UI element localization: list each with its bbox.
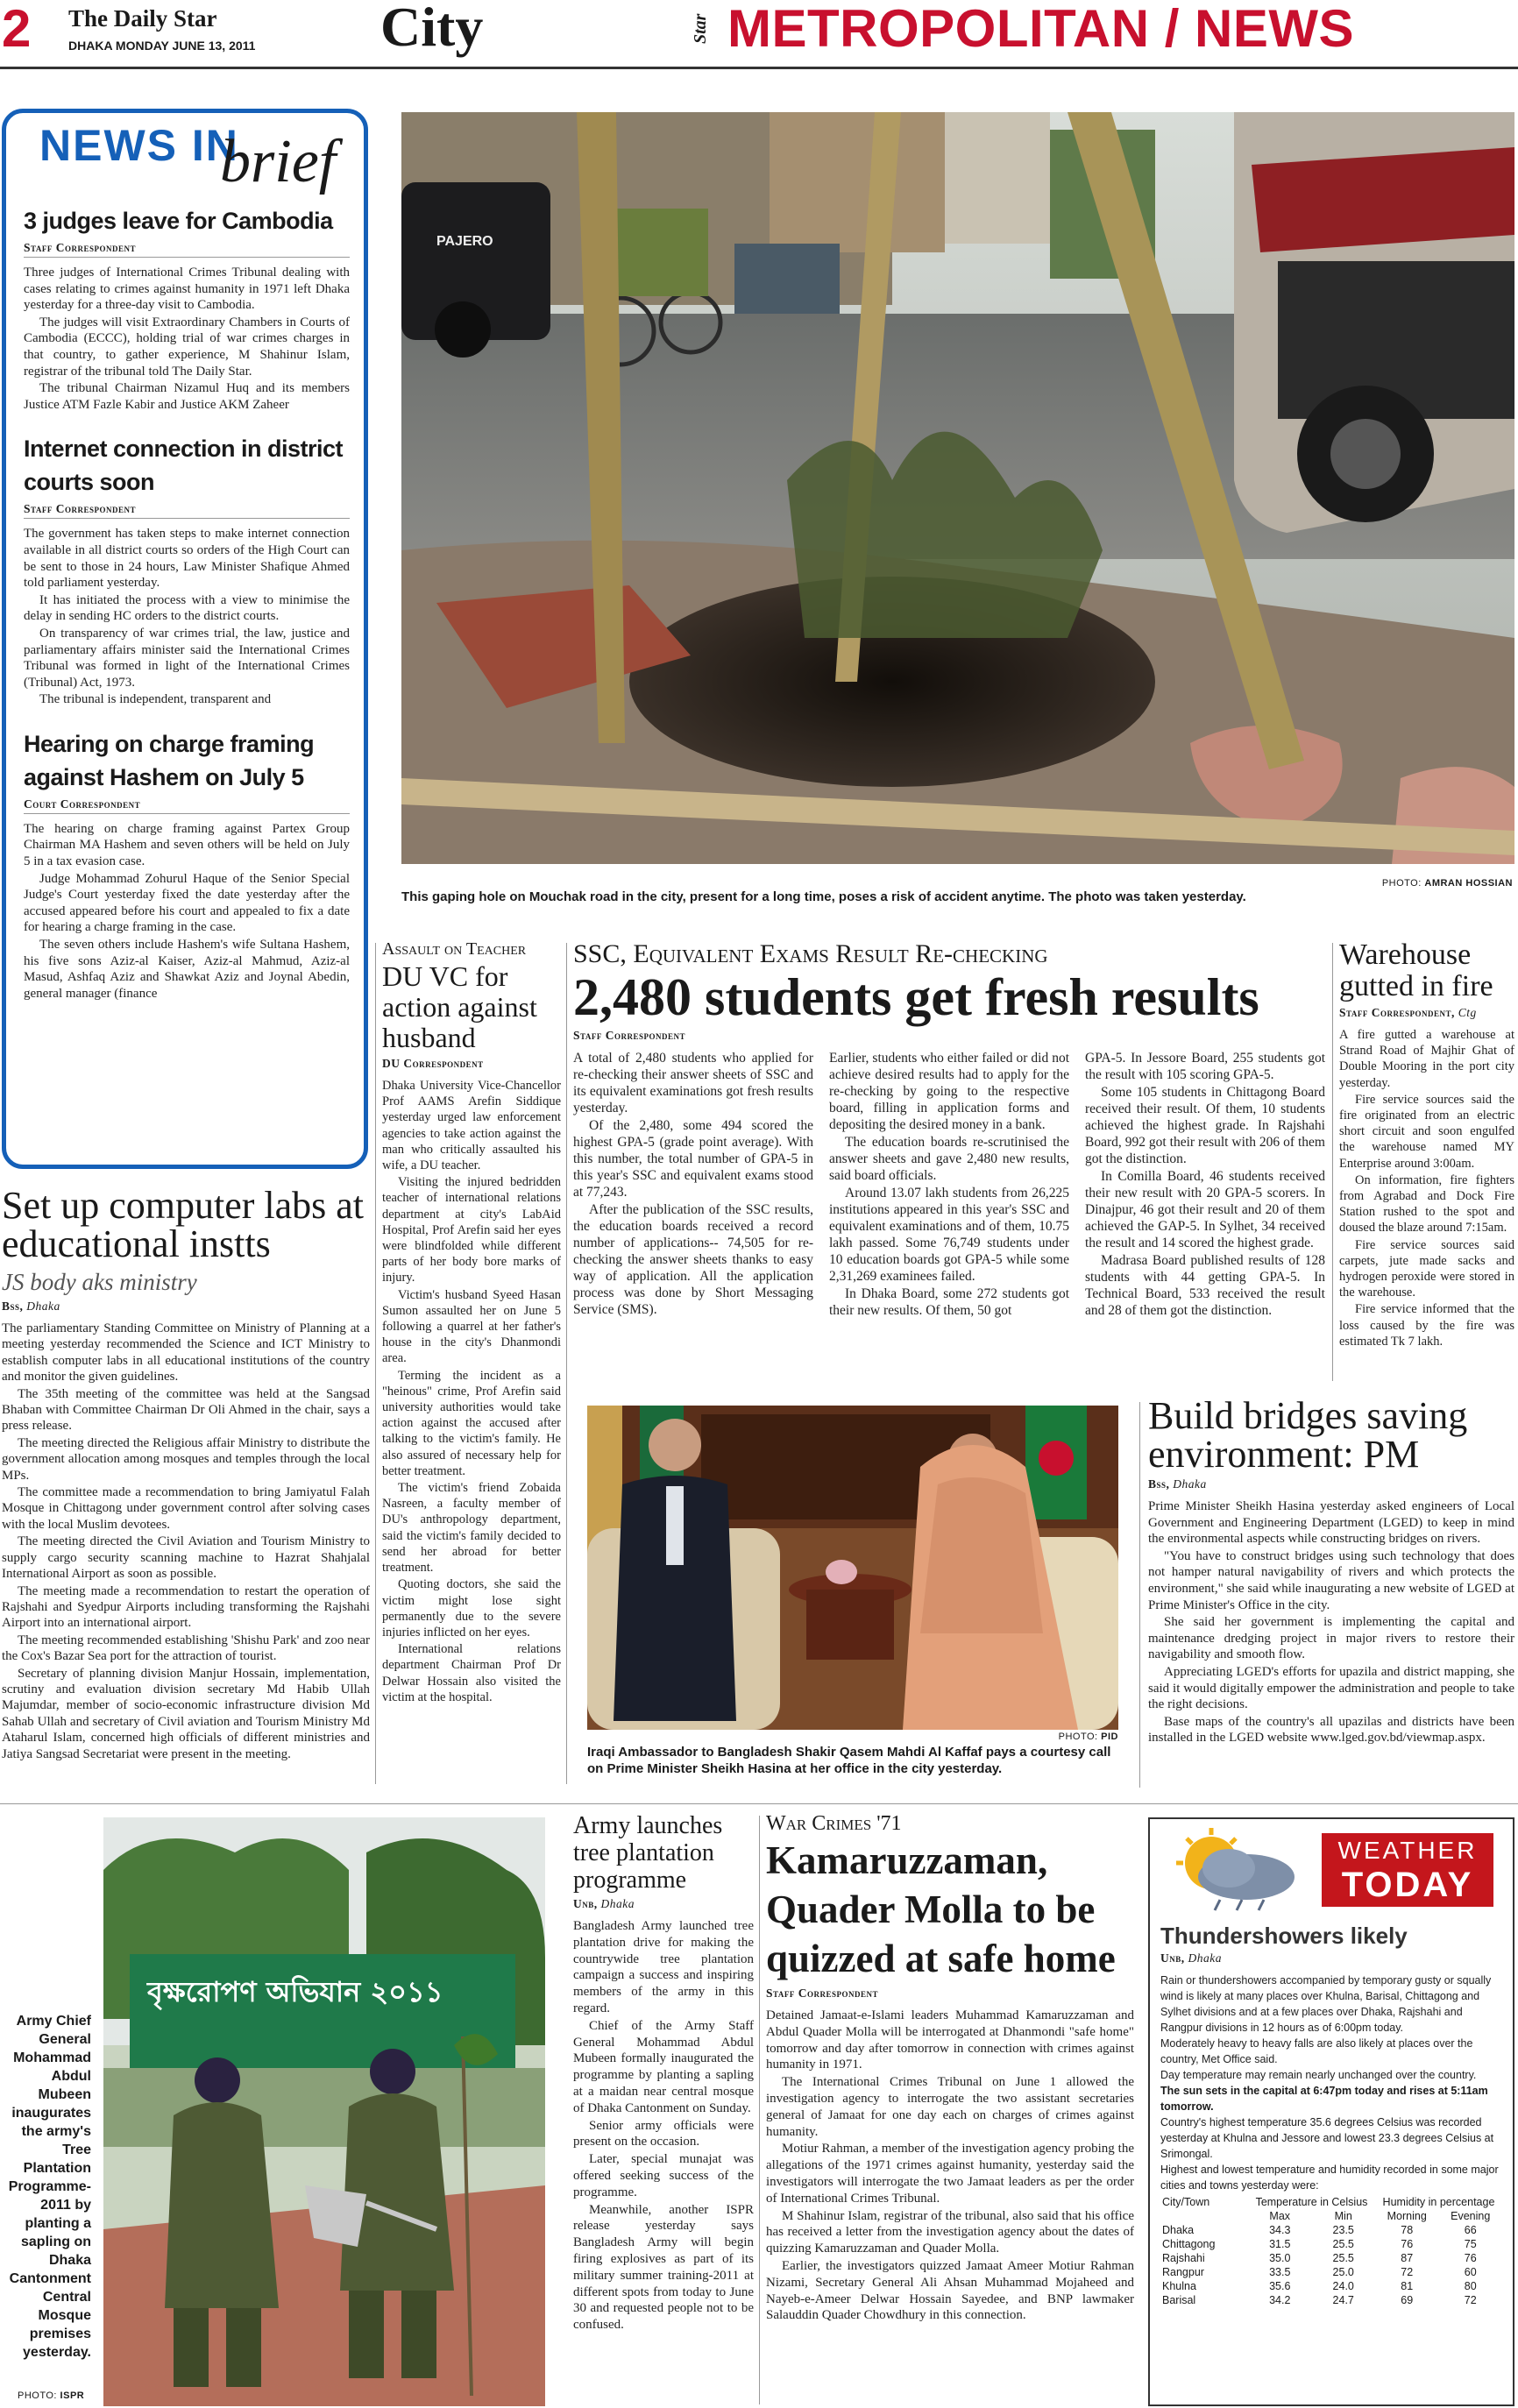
paragraph: The meeting directed the Civil Aviation and Tourism Ministry to supply cargo security scanning machine to Hazrat Shahjalal International Airport as soon as possible. — [2, 1534, 370, 1582]
du-vc-kicker: Assault on Teacher — [382, 939, 527, 959]
brief-headline: Internet connection in district courts soon — [24, 436, 344, 496]
paragraph: The seven others include Hashem's wife Sultana Hashem, his five sons Aziz-al Kaiser, Aziz-al Mahmud, Aziz-al Masud, Ashfaq Aziz and Shawkat Aziz and Joynal Abedin, general manager (finance — [24, 938, 350, 1001]
paragraph: Prime Minister Sheikh Hasina yesterday asked engineers of Local Government and Engineering Department (LGED) to keep in mind the environmental aspects while constructing bridges on rivers. — [1148, 1499, 1514, 1547]
brief-body — [24, 265, 350, 413]
star-mark-icon: Star — [691, 13, 710, 44]
news-in-brief-box — [2, 109, 368, 1169]
weather-title-box — [1322, 1833, 1493, 1907]
weather-col-max: Max — [1269, 2210, 1291, 2222]
army-photo-caption: Army Chief General Mohammad Abdul Mubeen inaugurates the army's Tree Plantation Programme-2011 by planting a sapling on Dhaka Cantonment Central Mosque premises yesterday. — [8, 2014, 91, 2360]
weather-box — [1148, 1817, 1514, 2406]
divider — [759, 1816, 760, 2404]
open-manhole-photo — [401, 112, 1514, 864]
paragraph: The meeting directed the Religious affair Ministry to distribute the government allocation among mosques and temples through the local MPs. — [2, 1435, 370, 1483]
masthead-rule — [0, 67, 1518, 69]
warehouse-body — [1339, 1027, 1514, 1349]
paragraph: Motiur Rahman, a member of the investigation agency probing the allegations of the 1971 crimes against humanity, yesterday said the investigators will interrogate the two Jamaat leaders as per the order of International Crimes Tribunal. — [766, 2142, 1134, 2206]
pm-photo — [587, 1406, 1118, 1730]
paragraph: On information, fire fighters from Agrabad and Dock Fire Station rushed to the spot and doused the blaze around 7:15am. — [1339, 1172, 1514, 1236]
weather-cell-morning: 81 — [1401, 2280, 1414, 2292]
paragraph: Three judges of International Crimes Tribunal dealing with cases relating to crimes against humanity in 1971 left Dhaka yesterday for a three-day visit to Cambodia. — [24, 266, 350, 313]
paragraph: The government has taken steps to make internet connection available in all district courts so orders of the High Court can be sent to those in 24 hours, Law Minister Shafique Ahmed told parliament yesterday. — [24, 527, 350, 591]
ssc-column-2 — [829, 1050, 1069, 1320]
weather-cell-evening: 66 — [1464, 2224, 1477, 2236]
weather-cell-morning: 87 — [1401, 2252, 1414, 2264]
weather-row — [1160, 2279, 1502, 2293]
paragraph: The hearing on charge framing against Partex Group Chairman MA Hashem and seven others will be held on July 5 in a tax evasion case. — [24, 821, 350, 869]
weather-cell-city: Barisal — [1162, 2294, 1196, 2306]
weather-cell-city: Khulna — [1162, 2280, 1196, 2292]
paragraph: The victim's friend Zobaida Nasreen, a faculty member of DU's anthropology department, said the victim's family decided to send her abroad for better treatment. — [382, 1481, 561, 1576]
war-crimes-byline: Staff Correspondent — [766, 1987, 878, 2000]
war-crimes-headline: Kamaruzzaman, Quader Molla to be quizzed at safe home — [766, 1838, 1116, 1980]
paragraph: After the publication of the SSC results, the education boards received a record number of applications-- 74,505 for re-checking the answer sheets thanks to easy way of application. All the application process was done by Short Messaging Service (SMS). — [573, 1202, 813, 1317]
paragraph: In Comilla Board, 46 students received their new result with 20 GPA-5 scorers. In Dinajpur, 46 got their result and 20 of them achieved the GAP-5. In Sylhet, 34 received the result and 14 scored the highest grade. — [1085, 1169, 1325, 1250]
paragraph: The tribunal Chairman Nizamul Huq and its members Justice ATM Fazle Kabir and Justice AKM Zaheer — [24, 381, 350, 412]
weather-cell-min: 24.0 — [1332, 2280, 1354, 2292]
paragraph: Detained Jamaat-e-Islami leaders Muhammad Kamaruzzaman and Abdul Quader Molla will be interrogated at Dhanmondi "safe home" tomorrow and day after tomorrow in connection with crimes against humanity in 1971. — [766, 2008, 1134, 2072]
brief-headline: Hearing on charge framing against Hashem on July 5 — [24, 730, 315, 790]
paragraph: M Shahinur Islam, registrar of the tribunal, also said that his office has received a letter from the investigation agency about the dates of quizzing Kamaruzzaman and Quader Molla. — [766, 2208, 1134, 2256]
weather-text — [1160, 1972, 1502, 2083]
ssc-column-1 — [573, 1050, 813, 1320]
weather-sun-line: The sun sets in the capital at 6:47pm today and rises at 5:11am tomorrow. — [1160, 2085, 1488, 2113]
bridges-body — [1148, 1498, 1514, 1746]
brief-items — [24, 204, 350, 1002]
brief-byline: Staff Correspondent — [24, 502, 350, 519]
war-crimes-kicker: War Crimes '71 — [766, 1812, 902, 1835]
paragraph: A total of 2,480 students who applied for re-checking their answer sheets of SSC and its equivalent examinations got fresh results yesterday. — [573, 1051, 813, 1115]
army-body — [573, 1918, 754, 2334]
brief-byline: Staff Correspondent — [24, 241, 350, 258]
weather-cell-city: Rajshahi — [1162, 2252, 1205, 2264]
weather-cell-max: 34.2 — [1269, 2294, 1291, 2306]
weather-row — [1160, 2237, 1502, 2251]
sun-cloud-icon — [1159, 1826, 1308, 1914]
weather-cell-max: 34.3 — [1269, 2224, 1291, 2236]
dateline: DHAKA MONDAY JUNE 13, 2011 — [68, 39, 256, 53]
paragraph: The education boards re-scrutinised the answer sheets and gave 2,480 new results, said board officials. — [829, 1135, 1069, 1183]
paragraph: GPA-5. In Jessore Board, 255 students got the result with 105 scoring GPA-5. — [1085, 1051, 1325, 1082]
brief-headline: 3 judges leave for Cambodia — [24, 208, 333, 234]
weather-cell-city: Rangpur — [1162, 2266, 1204, 2278]
computer-labs-story — [2, 1186, 370, 1788]
weather-col-evening: Evening — [1451, 2210, 1491, 2222]
bridges-headline: Build bridges saving environment: PM — [1148, 1397, 1468, 1476]
weather-temp-line: Country's highest temperature 35.6 degrees Celsius was recorded yesterday at Khulna and Jessore and lowest 23.3 degrees Celsius at Srimongal. — [1160, 2116, 1494, 2160]
weather-col-temp: Temperature in Celsius — [1255, 2196, 1368, 2208]
paragraph: On transparency of war crimes trial, the law, justice and parliamentary affairs minister said the International Crimes Tribunal was formed in light of the International Crimes (Tribunal) Act, 1973. — [24, 626, 350, 690]
brief-header — [6, 113, 364, 194]
paragraph: In Dhaka Board, some 272 students got their new results. Of them, 50 got — [829, 1286, 1069, 1318]
pm-photo-caption: Iraqi Ambassador to Bangladesh Shakir Qasem Mahdi Al Kaffaf pays a courtesy call on Prime Minister Sheikh Hasina at her office in the city yesterday. — [587, 1745, 1111, 1776]
weather-line: Moderately heavy to heavy falls are also likely at places over the country, Met Office said. — [1160, 2037, 1473, 2065]
weather-cell-evening: 76 — [1464, 2252, 1477, 2264]
weather-col-morning: Morning — [1387, 2210, 1427, 2222]
paragraph: She said her government is implementing the capital and maintenance dredging project in major rivers to restore their navigability and smooth flow. — [1148, 1615, 1514, 1662]
weather-cell-evening: 72 — [1464, 2294, 1477, 2306]
weather-cell-min: 25.5 — [1332, 2238, 1354, 2250]
brief-title-news-in: NEWS IN — [39, 121, 239, 170]
weather-cell-morning: 72 — [1401, 2266, 1414, 2278]
pm-photo-credit: PHOTO: PID — [1058, 1732, 1118, 1742]
divider — [1139, 1402, 1140, 1788]
section-title: METROPOLITAN / NEWS — [727, 0, 1355, 58]
paragraph: The International Crimes Tribunal on June 1 allowed the investigation agency to interrogate the two assistant secretaries general of Jamaat for one day each on charges of crimes against humanity. — [766, 2075, 1134, 2139]
du-vc-body — [382, 1078, 561, 1705]
page-number: 2 — [2, 0, 32, 58]
ssc-kicker: SSC, Equivalent Exams Result Re-checking — [573, 939, 1048, 968]
army-story — [573, 1812, 754, 2408]
weather-byline: Unb, Dhaka — [1160, 1951, 1223, 1965]
weather-cell-min: 25.5 — [1332, 2252, 1354, 2264]
paragraph: Victim's husband Syeed Hasan Sumon assaulted her on June 5 following a quarrel at her father's house in the city's Dhanmondi area. — [382, 1287, 561, 1366]
brief-body — [24, 526, 350, 708]
army-photo-credit: PHOTO: ISPR — [18, 2390, 85, 2401]
du-vc-headline: DU VC for action against husband — [382, 960, 537, 1053]
brief-title-brief: brief — [220, 128, 337, 195]
paragraph: The judges will visit Extraordinary Chambers in Courts of Cambodia (ECCC), holding trial of war crimes charges in that country, to gather experience, M Shahinur Islam, registrar of the tribunal told The Daily Star. — [24, 315, 350, 379]
paragraph: Around 13.07 lakh students from 26,225 institutions appeared in this year's SSC and equivalent examinations and of them, 10.75 lakh passed. Some 76,749 students under 10 education boards got GPA-5 while some 2,31,269 examinees failed. — [829, 1186, 1069, 1284]
paragraph: The tribunal is independent, transparent and — [39, 692, 272, 707]
paragraph: Earlier, students who either failed or did not achieve desired results had to apply for the re-checking by going to the respective board, filling in application forms and depositing the desired money in a bank. — [829, 1051, 1069, 1132]
paragraph: Terming the incident as a "heinous" crime, Prof Arefin said university authorities would take action against the accused after talking to the victim's family. He also assured of necessary help for better treatment. — [382, 1368, 561, 1478]
paragraph: The 35th meeting of the committee was held at the Sangsad Bhaban with Committee Chairman Dr Oli Ahmed in the chair, says a press release. — [2, 1386, 370, 1434]
army-photo — [103, 1817, 545, 2406]
divider — [1332, 943, 1333, 1381]
paragraph: Fire service sources said the fire originated from an electric short circuit and soon engulfed the warehouse named MY Enterprise around 3:00am. — [1339, 1092, 1514, 1171]
paragraph: The parliamentary Standing Committee on Ministry of Planning at a meeting yesterday recommended the Science and ICT Ministry to establish computer labs in all educational institutions of the country and monitor the given guidelines. — [2, 1321, 370, 1385]
paragraph: Chief of the Army Staff General Mohammad Abdul Mubeen formally inaugurated the programme by planting a sapling at a maidan near central mosque of Dhaka Cantonment on Sunday. — [573, 2018, 754, 2115]
paragraph: Bangladesh Army launched tree plantation drive for making the countrywide tree plantation campaign a success and inspiring members of the army in this regard. — [573, 1919, 754, 2015]
tree-plantation-photo — [103, 1817, 545, 2406]
top-photo — [401, 112, 1514, 864]
warehouse-headline: Warehouse gutted in fire — [1339, 939, 1493, 1002]
paragraph: Of the 2,480, some 494 scored the highest GPA-5 (grade point average). With this number, the total number of GPA-5 in this year's SSC and equivalent exams stood at 77,243. — [573, 1118, 813, 1200]
weather-col-humidity: Humidity in percentage — [1382, 2196, 1495, 2208]
weather-cell-max: 31.5 — [1269, 2238, 1291, 2250]
weather-col-city: City/Town — [1162, 2196, 1210, 2208]
weather-cell-morning: 76 — [1401, 2238, 1414, 2250]
army-byline: Unb, Dhaka — [573, 1897, 635, 1910]
ssc-byline: Staff Correspondent — [573, 1029, 685, 1042]
weather-cell-city: Dhaka — [1162, 2224, 1195, 2236]
paragraph: Appreciating LGED's efforts for upazila and district mapping, she said it would digitally empower the administration and people to take the right decisions. — [1148, 1664, 1514, 1712]
weather-cell-evening: 60 — [1464, 2266, 1477, 2278]
bridges-byline: Bss, Dhaka — [1148, 1477, 1207, 1491]
war-crimes-story — [766, 1812, 1134, 2408]
weather-cell-min: 23.5 — [1332, 2224, 1354, 2236]
paragraph: The meeting made a recommendation to restart the operation of Rajshahi and Syedpur Airports including transforming the Rajshahi Airport into an international airport. — [2, 1583, 370, 1631]
ssc-headline: 2,480 students get fresh results — [573, 968, 1259, 1026]
war-crimes-body — [766, 2008, 1134, 2324]
weather-cell-morning: 78 — [1401, 2224, 1414, 2236]
computer-labs-byline: Bss, Dhaka — [2, 1300, 60, 1313]
courtesy-call-photo — [587, 1406, 1118, 1730]
weather-row — [1160, 2293, 1502, 2307]
paragraph: Meanwhile, another ISPR release yesterday says Bangladesh Army will begin firing explosives as part of its military summer training-2011 at different spots from today to June 30 and requested people not to be confused. — [573, 2202, 754, 2333]
brief-item — [24, 727, 350, 1002]
weather-cell-morning: 69 — [1401, 2294, 1414, 2306]
weather-headline: Thundershowers likely — [1160, 1923, 1408, 1949]
weather-banner — [1150, 1819, 1513, 1916]
paragraph: International relations department Chairman Prof Dr Delwar Hossain also visited the victim at the hospital. — [382, 1642, 561, 1704]
paragraph: "You have to construct bridges using such technology that does not hamper natural navigability of rivers and which protects the environment," she said while inaugurating a new website of LGED at Prime Minister's Office in the city. — [1148, 1548, 1514, 1612]
brief-item — [24, 204, 350, 413]
paragraph: Earlier, the investigators quizzed Jamaat Ameer Motiur Rahman Nizami, Secretary General Ali Ahsan Muhammad Mojaheed and Nayeb-e-Ameer Delwar Hossain Sayedee, and BNP lawmaker Salauddin Quader Chowdhury in this connection. — [766, 2258, 1134, 2323]
paragraph: Senior army officials were present on the occasion. — [573, 2118, 754, 2149]
paragraph: The committee made a recommendation to bring Jamiyatul Falah Mosque in Chittagong under government control after solving cases with the local Muslim devotees. — [2, 1485, 370, 1532]
weather-cell-max: 35.0 — [1269, 2252, 1291, 2264]
paragraph: The meeting recommended establishing 'Shishu Park' and zoo near the Cox's Bazar Sea port for the attraction of tourist. — [2, 1632, 370, 1664]
paragraph: Secretary of planning division Manjur Hossain, implementation, scrutiny and evaluation division secretary Md Habib Ullah Majumdar, member of socio-economic infrastructure division Md Sahab Ullah and secretary of Civil aviation and Tourism Ministry Md Ataharul Islam, concerned high officials of different ministries and Jatiya Sangsad Secretariat were present in the meeting. — [2, 1666, 370, 1761]
weather-line: Rain or thundershowers accompanied by temporary gusty or squally wind is likely at many places over Khulna, Barisal, Chittagong and Sylhet divisions and at a few places over Dhaka, Rajshahi and Rangpur divisions in 12 hours as of 6:00pm today. — [1160, 1974, 1492, 2034]
du-vc-byline: DU Correspondent — [382, 1057, 484, 1070]
ssc-column-3 — [1085, 1050, 1325, 1320]
brief-body — [24, 821, 350, 1002]
svg-text:বৃক্ষরোপণ অভিযান ২০১১: বৃক্ষরোপণ অভিযান ২০১১ — [147, 1975, 443, 2008]
paragraph: Judge Mohammad Zohurul Haque of the Senior Special Judge's Court yesterday fixed the date yesterday after the accused appeared before his court and appealed to fix a date for hearing a charge framing in the case. — [24, 871, 350, 935]
weather-row — [1160, 2223, 1502, 2237]
weather-col-min: Min — [1334, 2210, 1352, 2222]
weather-cell-max: 35.6 — [1269, 2280, 1291, 2292]
weather-cell-min: 24.7 — [1332, 2294, 1354, 2306]
paragraph: It has initiated the process with a view to minimise the delay in sending HC orders to the district courts. — [24, 592, 350, 624]
top-photo-caption: This gaping hole on Mouchak road in the city, present for a long time, poses a risk of accident anytime. The photo was taken yesterday. — [401, 889, 1246, 904]
warehouse-story — [1339, 939, 1514, 1381]
paragraph: Madrasa Board published results of 128 students with 44 getting GPA-5. In Technical Board, 533 received the result and 28 of them got the distinction. — [1085, 1253, 1325, 1318]
weather-cell-evening: 80 — [1464, 2280, 1477, 2292]
brief-byline: Court Correspondent — [24, 797, 350, 814]
weather-content — [1160, 1923, 1502, 2307]
brief-item — [24, 432, 350, 708]
weather-title-bottom: TODAY — [1341, 1866, 1474, 1904]
computer-labs-deck: JS body aks ministry — [2, 1269, 197, 1295]
weather-table-head-2 — [1160, 2209, 1502, 2223]
divider — [375, 943, 376, 1784]
weather-cell-max: 33.5 — [1269, 2266, 1291, 2278]
divider — [566, 943, 567, 1784]
weather-table-head-1 — [1160, 2195, 1502, 2209]
army-headline: Army launches tree plantation programme — [573, 1812, 723, 1894]
weather-cell-city: Chittagong — [1162, 2238, 1216, 2250]
section-rule — [0, 1803, 1518, 1804]
weather-row — [1160, 2251, 1502, 2265]
weather-cell-evening: 75 — [1464, 2238, 1477, 2250]
weather-line: Day temperature may remain nearly unchanged over the country. — [1160, 2069, 1477, 2081]
paragraph: Fire service sources said carpets, jute made sacks and hydrogen peroxide were stored in the warehouse. — [1339, 1237, 1514, 1300]
weather-cell-min: 25.0 — [1332, 2266, 1354, 2278]
paper-name: The Daily Star — [68, 5, 217, 32]
paragraph: Base maps of the country's all upazilas and districts have been installed in the LGED website www.lged.gov.bd/viewmap.aspx. — [1148, 1714, 1514, 1746]
computer-labs-body — [2, 1321, 370, 1762]
svg-text:PAJERO: PAJERO — [436, 234, 493, 249]
paragraph: Some 105 students in Chittagong Board received their result. Of them, 10 students achieved the highest grade. In Rajshahi Board, 992 got their result with 206 of them got the distinction. — [1085, 1085, 1325, 1166]
weather-table — [1160, 2195, 1502, 2307]
paragraph: Later, special munajat was offered seeking success of the programme. — [573, 2152, 754, 2199]
paragraph: Quoting doctors, she said the victim might lose sight permanently due to the severe injuries inflicted on her eyes. — [382, 1577, 561, 1640]
warehouse-byline: Staff Correspondent, Ctg — [1339, 1006, 1477, 1019]
weather-table-intro: Highest and lowest temperature and humidity recorded in some major cities and towns yesterday were: — [1160, 2164, 1499, 2192]
weather-row — [1160, 2265, 1502, 2279]
paragraph: Fire service informed that the loss caused by the fire was estimated Tk 7 lakh. — [1339, 1302, 1514, 1349]
paragraph: A fire gutted a warehouse at Strand Road of Majhir Ghat of Double Mooring in the port city yesterday. — [1339, 1028, 1514, 1090]
ssc-story — [573, 939, 1327, 1378]
paragraph: Dhaka University Vice-Chancellor Prof AAMS Arefin Siddique yesterday urged law enforcement agencies to take action against the man who critically assaulted his wife, a DU teacher. — [382, 1079, 561, 1173]
ssc-columns — [573, 1050, 1327, 1320]
section-name: City — [380, 0, 484, 58]
bridges-story — [1148, 1397, 1514, 1788]
computer-labs-headline: Set up computer labs at educational instts — [2, 1186, 365, 1265]
du-vc-story — [382, 939, 561, 1786]
masthead — [0, 0, 1518, 70]
top-photo-credit: PHOTO: AMRAN HOSSIAN — [1381, 878, 1513, 889]
weather-title-top: WEATHER — [1337, 1837, 1478, 1864]
paragraph: Visiting the injured bedridden teacher of international relations department at city's LabAid Hospital, Prof Arefin said her eyes were blindfolded while different parts of her body bore marks of injury. — [382, 1175, 561, 1285]
